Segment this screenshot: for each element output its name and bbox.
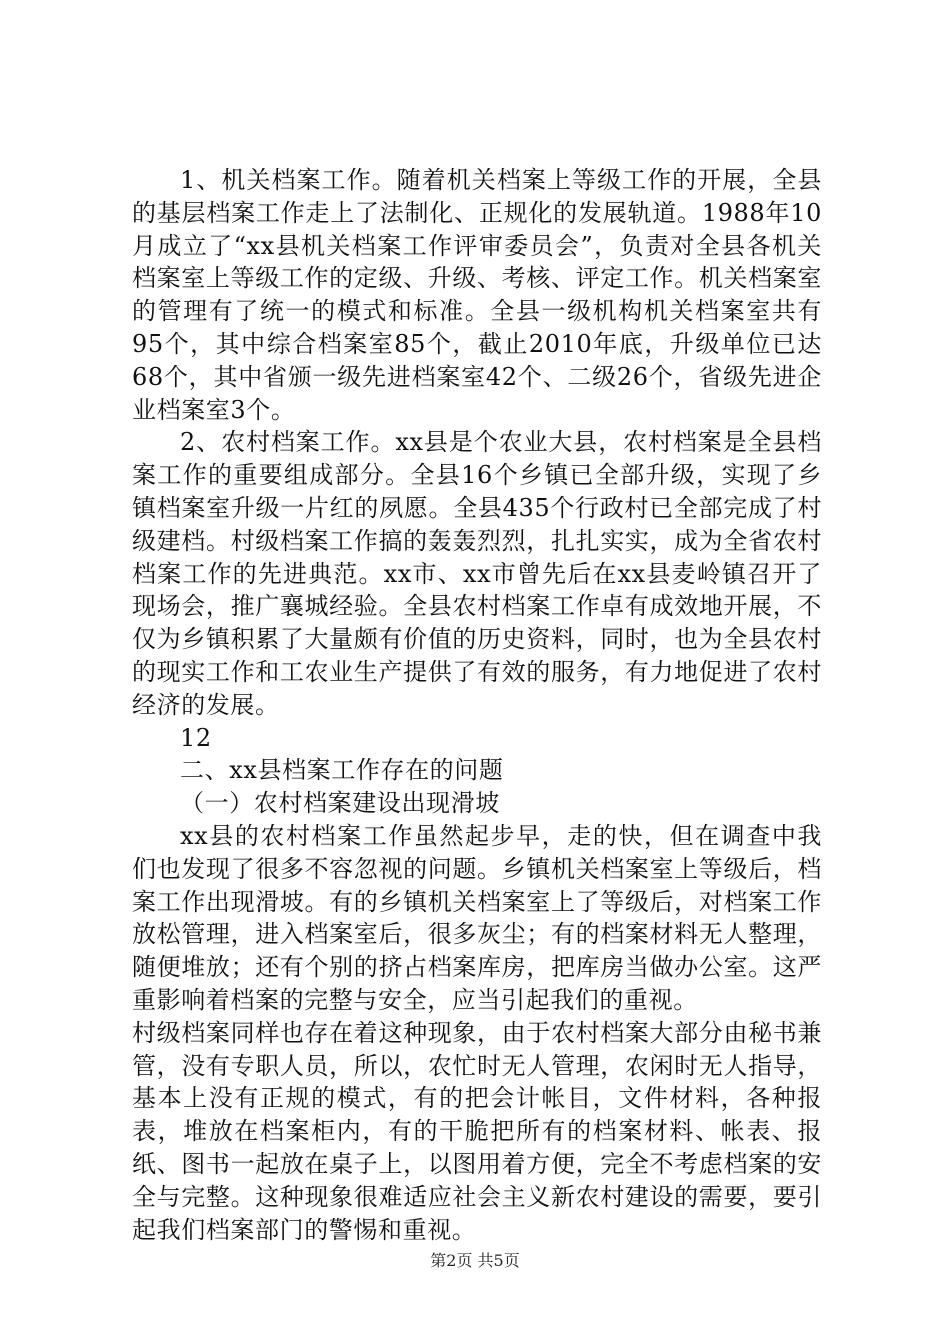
paragraph-village-issues: 村级档案同样也存在着这种现象，由于农村档案大部分由秘书兼管，没有专职人员，所以，农忙时无人管理，农闲时无人指导，基本上没有正规的模式，有的把会计帐目，文件材料，各种报表，堆放在档案柜内，有的干脆把所有的档案材料、帐表、报纸、图书一起放在桌子上，以图用着方便，完全不考虑档案的安全与完整。这种现象很难适应社会主义新农村建设的需要，要引起我们档案部门的警惕和重视。: [132, 1018, 822, 1244]
paragraph-rural-archives: 2、农村档案工作。xx县是个农业大县，农村档案是全县档案工作的重要组成部分。全县16个乡镇已全部升级，实现了乡镇档案室升级一片红的夙愿。全县435个行政村已全部完成了村级建档。村级档案工作搞的轰轰烈烈，扎扎实实，成为全省农村档案工作的先进典范。xx市、xx市曾先后在xx县麦岭镇召开了现场会，推广襄城经验。全县农村档案工作卓有成效地开展，不仅为乡镇积累了大量颇有价值的历史资料，同时，也为全县农村的现实工作和工农业生产提供了有效的服务，有力地促进了农村经济的发展。: [132, 428, 822, 719]
document-body: [132, 164, 822, 1246]
page-footer: 第2页 共5页: [430, 1251, 520, 1270]
section-heading-problems: 二、xx县档案工作存在的问题: [180, 756, 504, 785]
paragraph-archives-of-organs: 1、机关档案工作。随着机关档案上等级工作的开展，全县的基层档案工作走上了法制化、正规化的发展轨道。1988年10月成立了“xx县机关档案工作评审委员会”，负责对全县各机关档案室上等级工作的定级、升级、考核、评定工作。机关档案室的管理有了统一的模式和标准。全县一级机构机关档案室共有95个，其中综合档案室85个，截止2010年底，升级单位已达68个，其中省颁一级先进档案室42个、二级26个，省级先进企业档案室3个。: [132, 166, 822, 424]
subsection-heading-rural-decline: （一）农村档案建设出现滑坡: [180, 789, 500, 818]
paragraph-township-issues: xx县的农村档案工作虽然起步早，走的快，但在调查中我们也发现了很多不容忽视的问题。乡镇机关档案室上等级后，档案工作出现滑坡。有的乡镇机关档案室上了等级后，对档案工作放松管理，进入档案室后，很多灰尘；有的档案材料无人整理，随便堆放；还有个别的挤占档案库房，把库房当做办公室。这严重影响着档案的完整与安全，应当引起我们的重视。: [132, 821, 822, 1014]
paragraph-number-marker: 12: [180, 723, 212, 752]
